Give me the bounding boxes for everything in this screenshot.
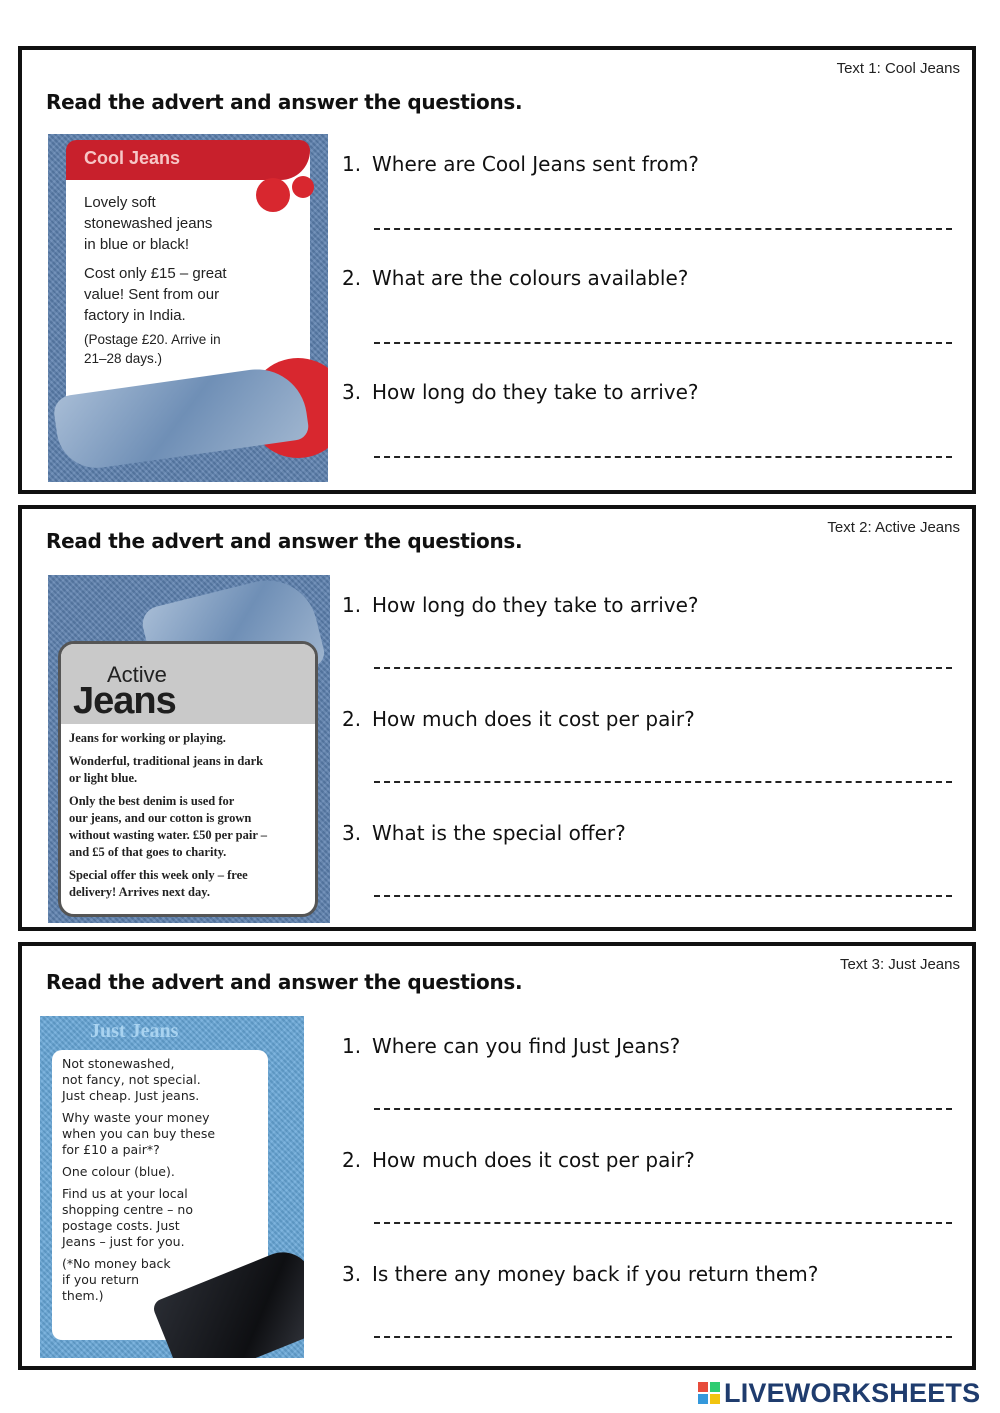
answer-line-1[interactable] <box>374 228 952 230</box>
advert-line: 21–28 days.) <box>84 351 163 366</box>
advert-title-small: Active <box>107 662 167 687</box>
advert-line: (Postage £20. Arrive in <box>84 332 221 347</box>
advert-line: Jeans for working or playing. <box>69 731 226 745</box>
worksheet-section-1 <box>18 46 976 494</box>
advert-line: One colour (blue). <box>62 1164 175 1179</box>
just-jeans-advert <box>40 1016 304 1358</box>
logo-squares-icon <box>698 1382 720 1404</box>
question-3: 3. How long do they take to arrive? <box>342 380 699 404</box>
advert-title-big: Jeans <box>73 680 176 722</box>
advert-line: not fancy, not special. <box>62 1072 201 1087</box>
section-label: Text 1: Cool Jeans <box>836 60 960 77</box>
brand-name: LIVEWORKSHEETS <box>724 1377 981 1408</box>
question-2: 2. How much does it cost per pair? <box>342 707 695 731</box>
advert-line: Lovely soft <box>84 194 156 211</box>
advert-line: our jeans, and our cotton is grown <box>69 811 252 825</box>
advert-text <box>62 1056 262 1304</box>
advert-line: for £10 a pair*? <box>62 1142 160 1157</box>
advert-line: Not stonewashed, <box>62 1056 175 1071</box>
advert-line: or light blue. <box>69 771 138 785</box>
question-2: 2. What are the colours available? <box>342 266 689 290</box>
advert-line: and £5 of that goes to charity. <box>69 845 227 859</box>
answer-line-2[interactable] <box>374 1222 952 1224</box>
advert-line: stonewashed jeans <box>84 215 213 232</box>
advert-line: Only the best denim is used for <box>69 794 235 808</box>
advert-text <box>84 192 284 368</box>
advert-line: them.) <box>62 1288 104 1303</box>
advert-header <box>66 140 310 180</box>
cool-jeans-advert <box>48 134 328 482</box>
advert-line: Jeans – just for you. <box>62 1234 185 1249</box>
advert-line: when you can buy these <box>62 1126 216 1141</box>
question-3: 3. What is the special offer? <box>342 821 626 845</box>
answer-line-3[interactable] <box>374 1336 952 1338</box>
advert-line: value! Sent from our <box>84 286 220 303</box>
advert-line: Wonderful, traditional jeans in dark <box>69 754 264 768</box>
advert-line: shopping centre – no <box>62 1202 193 1217</box>
answer-line-3[interactable] <box>374 456 952 458</box>
worksheet-section-2 <box>18 505 976 931</box>
question-3: 3. Is there any money back if you return them? <box>342 1262 819 1286</box>
advert-line: postage costs. Just <box>62 1218 180 1233</box>
worksheet-section-3 <box>18 942 976 1370</box>
advert-line: if you return <box>62 1272 140 1287</box>
advert-title: Cool Jeans <box>84 148 181 168</box>
advert-line: Why waste your money <box>62 1110 210 1125</box>
section-label: Text 3: Just Jeans <box>839 956 960 973</box>
advert-card <box>58 641 318 917</box>
question-1: 1. How long do they take to arrive? <box>342 593 699 617</box>
question-2: 2. How much does it cost per pair? <box>342 1148 695 1172</box>
advert-line: Cost only £15 – great <box>84 265 227 282</box>
instruction: Read the advert and answer the questions. <box>46 90 523 114</box>
advert-title: Just Jeans <box>90 1020 179 1042</box>
answer-line-3[interactable] <box>374 895 952 897</box>
advert-line: in blue or black! <box>84 236 190 253</box>
decor-dot <box>292 176 314 198</box>
advert-line: without wasting water. £50 per pair – <box>69 828 268 842</box>
active-jeans-advert <box>48 575 330 923</box>
answer-line-1[interactable] <box>374 667 952 669</box>
answer-line-2[interactable] <box>374 342 952 344</box>
liveworksheets-logo[interactable] <box>698 1378 980 1408</box>
answer-line-1[interactable] <box>374 1108 952 1110</box>
advert-line: (*No money back <box>62 1256 171 1271</box>
question-1: 1. Where are Cool Jeans sent from? <box>342 152 699 176</box>
advert-line: delivery! Arrives next day. <box>69 885 210 899</box>
advert-line: Just cheap. Just jeans. <box>62 1088 200 1103</box>
instruction: Read the advert and answer the questions. <box>46 970 523 994</box>
instruction: Read the advert and answer the questions. <box>46 529 523 553</box>
advert-line: Find us at your local <box>62 1186 188 1201</box>
advert-text <box>69 730 309 901</box>
section-label: Text 2: Active Jeans <box>827 519 960 536</box>
advert-line: factory in India. <box>84 307 186 324</box>
question-1: 1. Where can you find Just Jeans? <box>342 1034 681 1058</box>
answer-line-2[interactable] <box>374 781 952 783</box>
advert-line: Special offer this week only – free <box>69 868 248 882</box>
